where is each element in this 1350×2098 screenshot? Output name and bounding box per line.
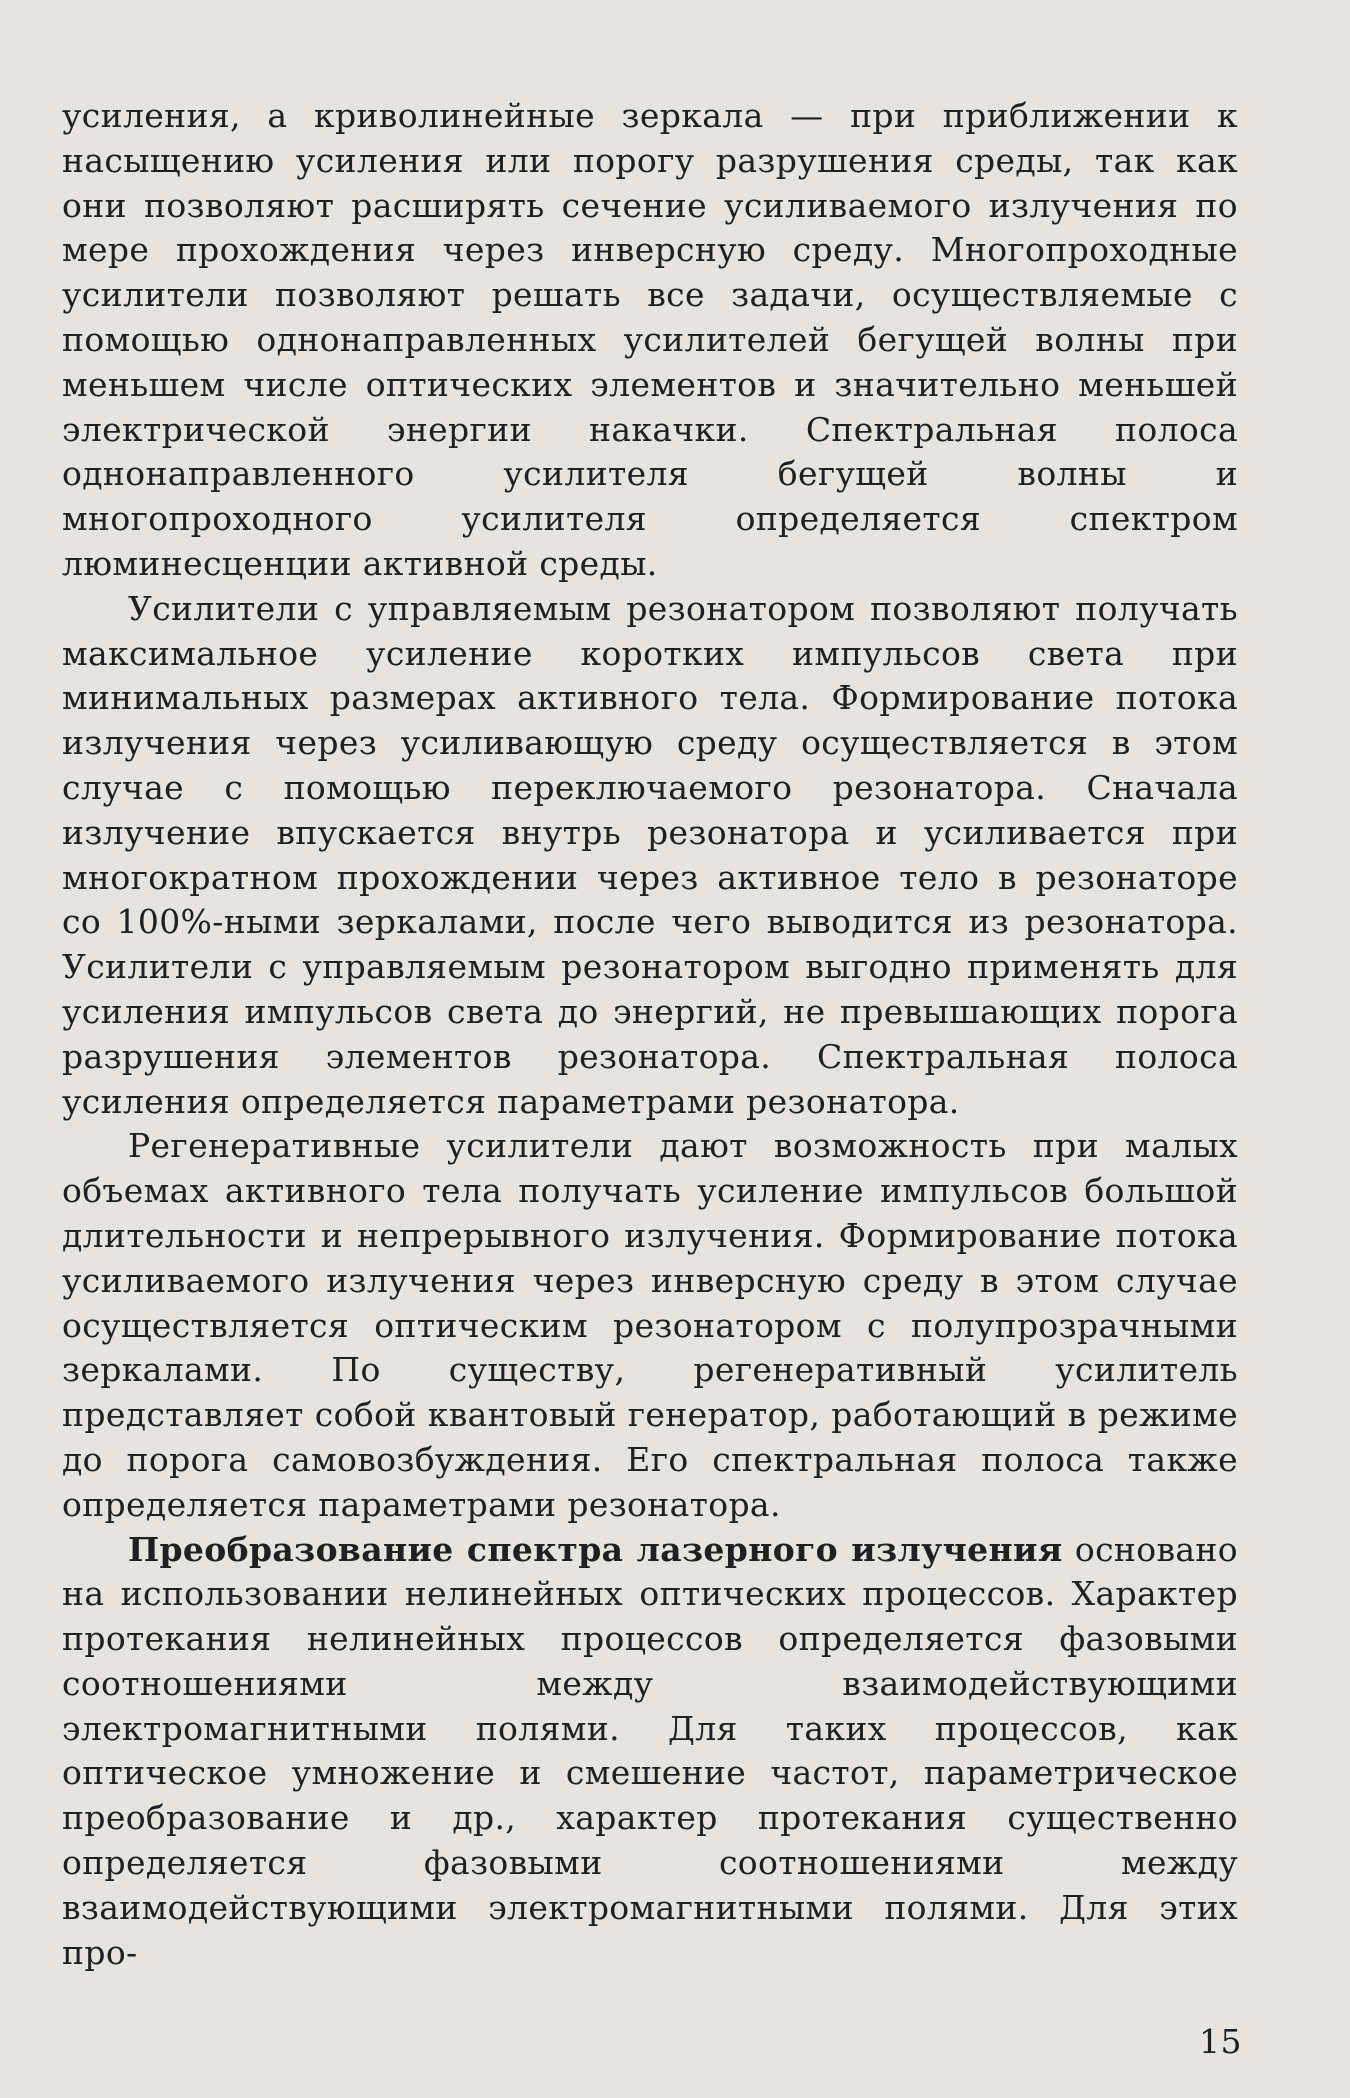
paragraph-text: усиления, а криволинейные зеркала — при приближении к насыщению усиления или порогу разрушения среды, так как они позволяют расширять сечение усиливаемого излучения по мере прохождения через инверсную среду. Многопроходные усилители позволяют решать все задачи, осуществляемые с помощью однонаправленных усилителей бегущей волны при меньшем числе оптических элементов и значительно меньшей электрической энергии накачки. Спектральная полоса однонаправленного усилителя бегущей волны и многопроходного усилителя определяется спектром люминесценции активной среды.	[62, 96, 1238, 583]
page-number: 15	[1199, 2022, 1242, 2061]
paragraph	[62, 1528, 1238, 1976]
paragraph	[62, 587, 1238, 1125]
paragraph	[62, 94, 1238, 587]
paragraph-lead: Преобразование спектра лазерного излучения	[128, 1529, 1063, 1569]
page-content	[62, 94, 1238, 1975]
paragraph-text: основано на использовании нелинейных оптических процессов. Характер протекания нелинейных процессов определяется фазовыми соотношениями между взаимодействующими электромагнитными полями. Для таких процессов, как оптическое умножение и смешение частот, параметрическое преобразование и др., характер протекания существенно определяется фазовыми соотношениями между взаимодействующими электромагнитными полями. Для этих про-	[62, 1529, 1238, 1972]
paragraph-text: Усилители с управляемым резонатором позволяют получать максимальное усиление коротких импульсов света при минимальных размерах активного тела. Формирование потока излучения через усиливающую среду осуществляется в этом случае с помощью переключаемого резонатора. Сначала излучение впускается внутрь резонатора и усиливается при многократном прохождении через активное тело в резонаторе со 100%-ными зеркалами, после чего выводится из резонатора. Усилители с управляемым резонатором выгодно применять для усиления импульсов света до энергий, не превышающих порога разрушения элементов резонатора. Спектральная полоса усиления определяется параметрами резонатора.	[62, 588, 1238, 1121]
paragraph-text: Регенеративные усилители дают возможность при малых объемах активного тела получать усиление импульсов большой длительности и непрерывного излучения. Формирование потока усиливаемого излучения через инверсную среду в этом случае осуществляется оптическим резонатором с полупрозрачными зеркалами. По существу, регенеративный усилитель представляет собой квантовый генератор, работающий в режиме до порога самовозбуждения. Его спектральная полоса также определяется параметрами резонатора.	[62, 1126, 1238, 1524]
paragraph	[62, 1124, 1238, 1527]
